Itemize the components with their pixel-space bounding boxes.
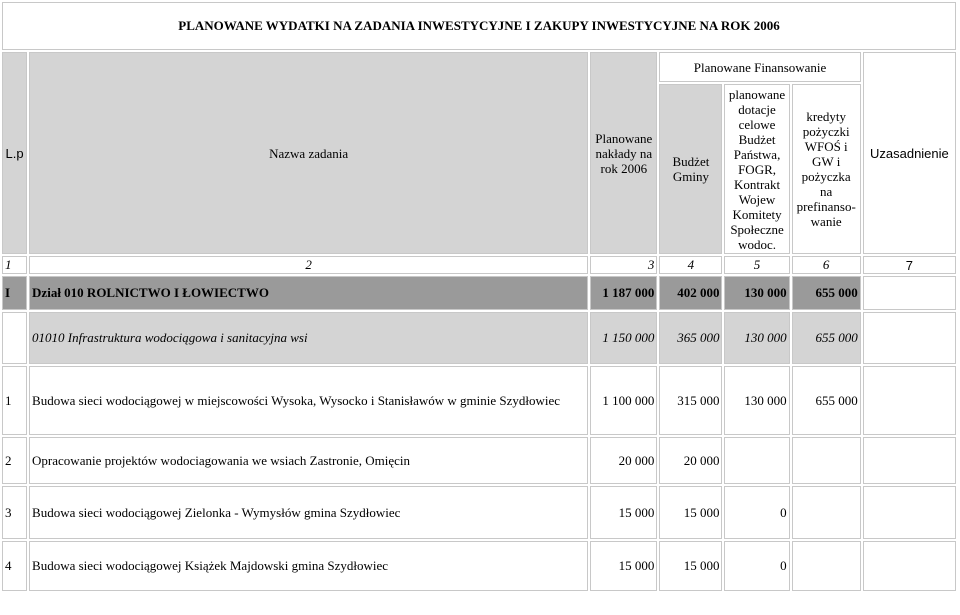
header-lp: L.p (2, 52, 27, 254)
subsection-row (2, 312, 958, 364)
row-loans: 655 000 (792, 366, 861, 435)
section-lp: I (2, 276, 27, 310)
column-number: 6 (792, 256, 861, 274)
column-number: 2 (29, 256, 588, 274)
row-name: Budowa sieci wodociągowej Książek Majdowski gmina Szydłowiec (29, 541, 588, 591)
header-row-top (2, 52, 958, 82)
column-number: 7 (863, 256, 956, 274)
header-municipal-budget: Budżet Gminy (659, 84, 722, 254)
row-budget: 15 000 (659, 486, 722, 539)
section-budget: 402 000 (659, 276, 722, 310)
section-planned: 1 187 000 (590, 276, 657, 310)
column-number: 1 (2, 256, 27, 274)
subsection-name: 01010 Infrastruktura wodociągowa i sanitacyjna wsi (29, 312, 588, 364)
section-name: Dział 010 ROLNICTWO I ŁOWIECTWO (29, 276, 588, 310)
row-budget: 20 000 (659, 437, 722, 484)
header-task-name: Nazwa zadania (29, 52, 588, 254)
table-row (2, 486, 958, 539)
row-loans (792, 486, 861, 539)
section-grants: 130 000 (724, 276, 789, 310)
subsection-planned: 1 150 000 (590, 312, 657, 364)
row-lp: 1 (2, 366, 27, 435)
row-planned: 15 000 (590, 541, 657, 591)
header-justification: Uzasadnienie (863, 52, 956, 254)
subsection-grants: 130 000 (724, 312, 789, 364)
row-grants: 130 000 (724, 366, 789, 435)
table-row (2, 437, 958, 484)
header-financing: Planowane Finansowanie (659, 52, 860, 82)
row-planned: 1 100 000 (590, 366, 657, 435)
table-row (2, 541, 958, 591)
title-row (2, 2, 958, 50)
table-row (2, 366, 958, 435)
header-grants: planowane dotacje celowe Budżet Państwa, FOGR, Kontrakt Wojew Komitety Społeczne wodoc. (724, 84, 789, 254)
row-name: Opracowanie projektów wodociagowania we wsiach Zastronie, Omięcin (29, 437, 588, 484)
row-grants (724, 437, 789, 484)
row-lp: 4 (2, 541, 27, 591)
row-grants: 0 (724, 486, 789, 539)
row-lp: 3 (2, 486, 27, 539)
section-row (2, 276, 958, 310)
column-number: 5 (724, 256, 789, 274)
subsection-loans: 655 000 (792, 312, 861, 364)
row-loans (792, 541, 861, 591)
row-name: Budowa sieci wodociągowej w miejscowości Wysoka, Wysocko i Stanisławów w gminie Szydłowiec (29, 366, 588, 435)
column-number: 3 (590, 256, 657, 274)
row-lp: 2 (2, 437, 27, 484)
row-budget: 15 000 (659, 541, 722, 591)
document-title: PLANOWANE WYDATKI NA ZADANIA INWESTYCYJNE I ZAKUPY INWESTYCYJNE NA ROK 2006 (2, 2, 956, 50)
row-grants: 0 (724, 541, 789, 591)
row-budget: 315 000 (659, 366, 722, 435)
row-planned: 15 000 (590, 486, 657, 539)
row-name: Budowa sieci wodociągowej Zielonka - Wymysłów gmina Szydłowiec (29, 486, 588, 539)
row-planned: 20 000 (590, 437, 657, 484)
row-loans (792, 437, 861, 484)
column-number-row (2, 256, 958, 274)
column-number: 4 (659, 256, 722, 274)
subsection-budget: 365 000 (659, 312, 722, 364)
header-loans: kredyty pożyczki WFOŚ i GW i pożyczka na prefinanso-wanie (792, 84, 861, 254)
header-planned-outlays: Planowane nakłady na rok 2006 (590, 52, 657, 254)
section-loans: 655 000 (792, 276, 861, 310)
